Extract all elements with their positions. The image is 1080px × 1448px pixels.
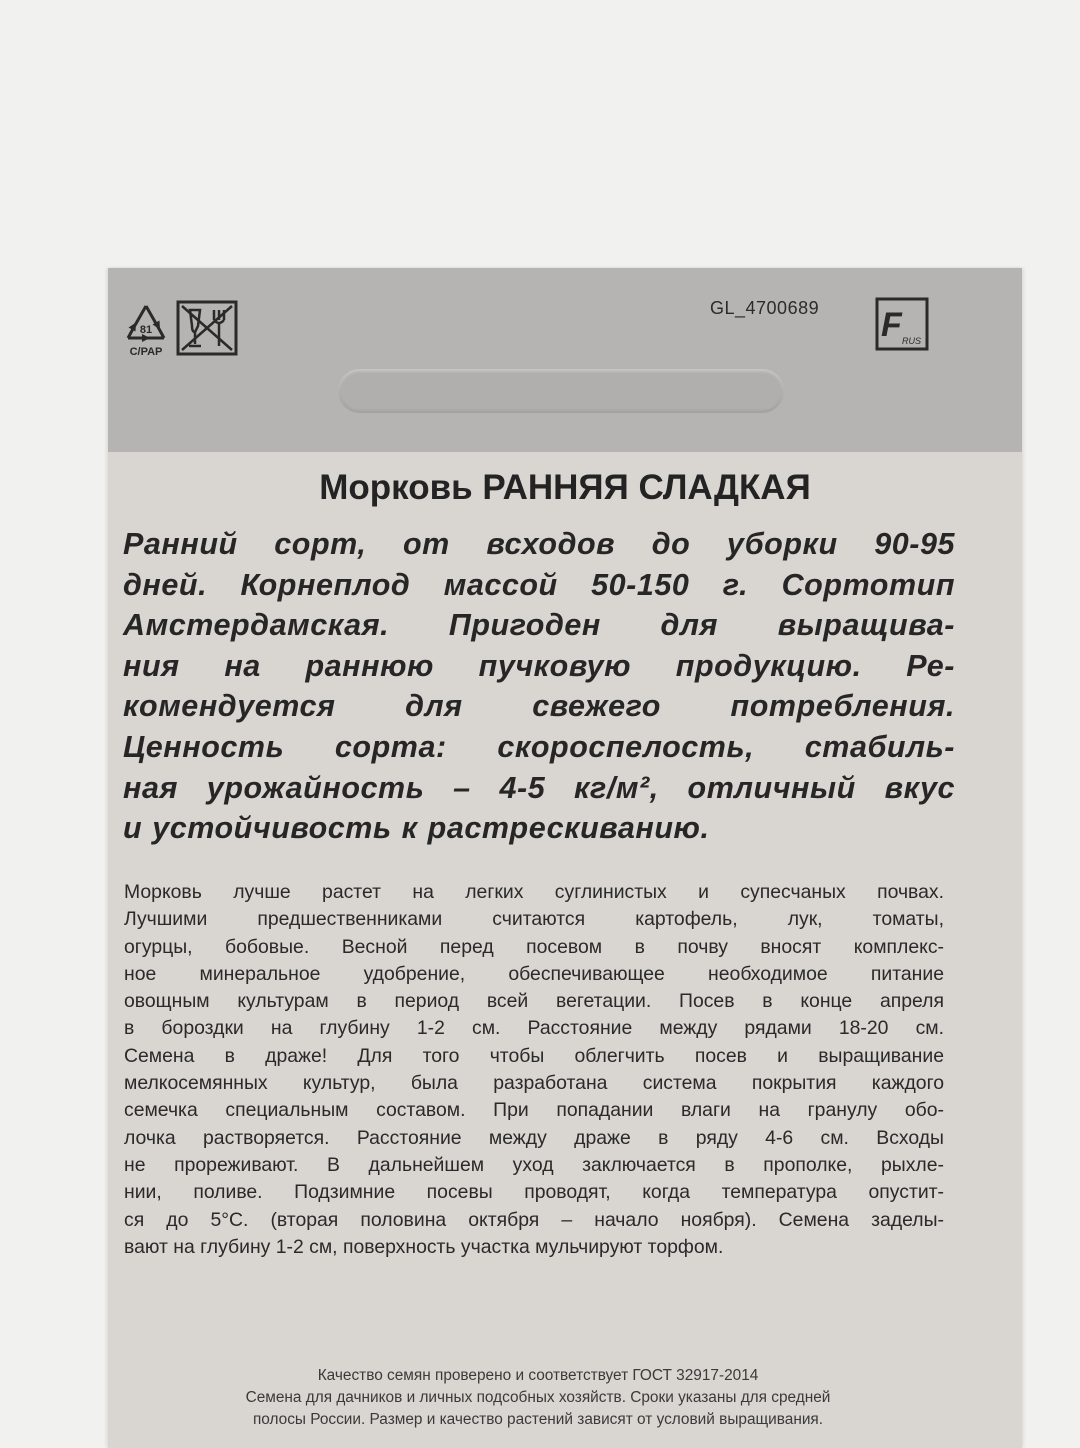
body-line: Лучшими предшественниками считаются картофель, лук, томаты, <box>124 908 944 931</box>
lead-line: ния на раннюю пучковую продукцию. Ре- <box>123 648 955 683</box>
body-line: мелкосемянных культур, была разработана система покрытия каждого <box>124 1072 944 1095</box>
variety-description <box>123 524 955 849</box>
body-line: Морковь лучше растет на легких суглинистых и супесчаных почвах. <box>124 881 944 903</box>
lead-line: ная урожайность – 4-5 кг/м², отличный вкус <box>123 770 955 805</box>
lead-line: комендуется для свежего потребления. <box>123 689 955 724</box>
product-title: Морковь РАННЯЯ СЛАДКАЯ <box>319 468 811 507</box>
footer-line: Семена для дачников и личных подсобных хозяйств. Сроки указаны для средней <box>245 1389 831 1406</box>
header-band <box>108 268 1022 452</box>
body-line: вают на глубину 1-2 см, поверхность участка мульчируют торфом. <box>124 1235 724 1258</box>
cert-sub: RUS <box>902 336 922 346</box>
footer-line: полосы России. Размер и качество растений зависят от условий выращивания. <box>252 1411 824 1428</box>
cert-letter: F <box>881 306 902 344</box>
quality-footer <box>108 1365 968 1431</box>
certification-mark-icon <box>874 296 932 352</box>
body-line: овощным культурам в период всей вегетации. Посев в конце апреля <box>124 990 944 1013</box>
hang-slot <box>338 369 784 413</box>
body-line: ся до 5°С. (вторая половина октября – начало ноября). Семена заделы- <box>124 1208 944 1231</box>
seed-packet <box>108 268 1022 1448</box>
body-line: не прореживают. В дальнейшем уход заключается в прополке, рыхле- <box>124 1153 944 1176</box>
lead-line: дней. Корнеплод массой 50-150 г. Сортотип <box>123 567 955 602</box>
body-line: огурцы, бобовые. Весной перед посевом в почву вносят комплекс- <box>124 935 944 958</box>
article-code: GL_4700689 <box>710 298 820 318</box>
not-food-contact-icon <box>176 300 238 356</box>
recycle-code: 81 <box>139 324 153 336</box>
body-line: семечка специальным составом. При попадании влаги на гранулу обо- <box>124 1099 944 1122</box>
footer-line: Качество семян проверено и соответствует ГОСТ 32917-2014 <box>317 1367 759 1384</box>
body-line: в бороздки на глубину 1-2 см. Расстояние между рядами 18-20 см. <box>124 1017 944 1040</box>
recycle-material: C/PAP <box>129 346 163 358</box>
recycle-icon <box>120 300 172 358</box>
lead-line: Ранний сорт, от всходов до уборки 90-95 <box>123 527 955 561</box>
lead-line: Ценность сорта: скороспелость, стабиль- <box>123 729 955 764</box>
lead-line: и устойчивость к растрескиванию. <box>123 811 710 846</box>
body-line: ное минеральное удобрение, обеспечивающее необходимое питание <box>124 962 944 985</box>
body-line: Семена в драже! Для того чтобы облегчить посев и выращивание <box>124 1044 944 1067</box>
lead-line: Амстердамская. Пригоден для выращива- <box>123 608 955 643</box>
body-line: нии, поливе. Подзимние посевы проводят, когда температура опустит- <box>124 1181 944 1204</box>
body-line: лочка растворяется. Расстояние между драже в ряду 4-6 см. Всходы <box>124 1126 944 1149</box>
growing-instructions <box>124 879 944 1261</box>
